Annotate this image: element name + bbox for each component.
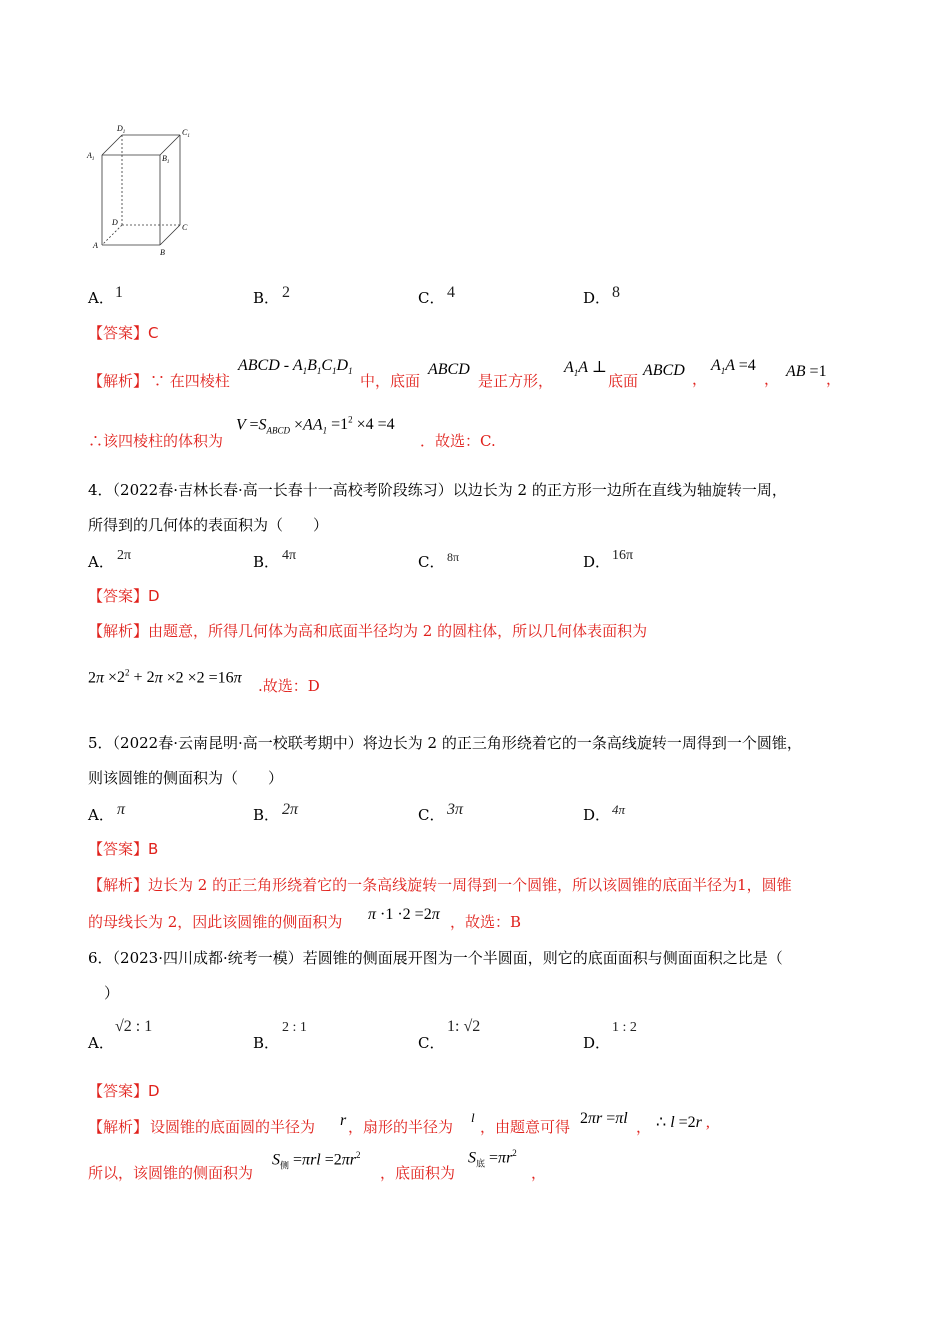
q5-analysis-line1: 【解析】边长为 2 的正三角形绕着它的一条高线旋转一周得到一个圆锥，所以该圆锥的底面半径为1，圆锥 [88,876,792,894]
q3-option-c-value: 4 [447,284,455,301]
q3-math-a1a-perp: $A_1A$ ⊥ [564,359,607,379]
q4-math-surface: $2\pi \times 2^2 + 2\pi \times 2 \times 2 =16\pi$ [88,668,242,687]
q3-math-ab-eq: AB =1 [786,363,827,380]
q4-stem-line1: 4．（2022春·吉林长春·高一长春十一高校考阶段练习）以边长为 2 的正方形一边所在直线为轴旋转一周， [88,481,787,499]
q4-analysis-tail: .故选：D [258,677,320,695]
q6-option-b-letter: B． [253,1034,280,1052]
q3-math-volume: $V =S_{ABCD} \times AA_1 =1^2 \times 4 =4$ [236,415,395,436]
q6-analysis-text-c: ，由题意可得 [480,1118,571,1136]
q5-stem-line1: 5．（2022春·云南昆明·高一校联考期中）将边长为 2 的正三角形绕着它的一条高线旋转一周得到一个圆锥， [88,734,802,752]
label-b: B [160,248,165,257]
q6-option-d-value: 1 : 2 [612,1020,637,1035]
q5-analysis-text-a: 的母线长为 2，因此该圆锥的侧面积为 [88,913,343,931]
q6-math-eq2: ∴ l =2r , [656,1114,710,1131]
q6-math-l: l [471,1110,475,1125]
q4-option-d-letter: D． [583,553,611,571]
q3-analysis-text-e: ∴该四棱柱的体积为 [88,432,224,450]
label-c1: $C_1$ [182,128,190,139]
q5-analysis-text-b: ，故选：B [450,913,522,931]
q6-analysis-text-d: ， [636,1118,652,1136]
q3-option-c-letter: C． [418,289,445,307]
q5-stem-line2: 则该圆锥的侧面积为（ ） [88,769,284,787]
q6-math-eq1: 2πr =πl [580,1110,628,1127]
q6-stem-line1: 6．（2023·四川成都·统考一模）若圆锥的侧面展开图为一个半圆面，则它的底面面积与侧面面积之比是（ [88,949,783,967]
label-d: D [112,218,118,227]
q3-analysis-label: 【解析】 [88,372,149,390]
q3-analysis-text-c: 是正方形， [478,372,554,390]
q6-option-a-value: √2 : 1 [115,1018,153,1035]
q3-math-prism: ABCD - $A_1B_1C_1D_1$ [238,357,353,377]
q4-option-d-value: 16π [612,548,634,563]
q3-math-abcd-2: ABCD [643,362,685,379]
q3-analysis-text-a: ∵ 在四棱柱 [150,372,230,390]
q6-analysis-text-g: ， [531,1164,547,1182]
q3-analysis-text-f: ．故选：C. [420,432,496,450]
q6-math-side-area: $S_侧 =\pi rl =2\pi r^2$ [272,1150,361,1171]
q6-option-b-value: 2 : 1 [282,1020,307,1035]
q6-option-a-letter: A． [88,1034,114,1052]
q4-option-b-letter: B． [253,553,280,571]
q6-option-d-letter: D． [583,1034,611,1052]
q5-option-b-letter: B． [253,806,280,824]
q6-answer: 【答案】D [88,1082,160,1100]
q4-option-b-value: 4π [282,548,297,563]
q6-analysis-text-f: ，底面积为 [380,1164,456,1182]
q3-comma-3: ， [826,370,842,388]
q5-option-a-letter: A． [88,806,114,824]
q4-option-c-letter: C． [418,553,445,571]
q3-math-a1a-eq: $A_1A =4$ [711,357,756,377]
q6-option-c-value: 1: √2 [447,1018,481,1035]
q6-math-base-area: $S_底 =\pi r^2$ [468,1148,517,1169]
q3-option-d-value: 8 [612,284,620,301]
q6-analysis-text-e: 所以，该圆锥的侧面积为 [88,1164,254,1182]
label-d1: $D_1$ [117,124,126,135]
q3-analysis-text-d: 底面 [608,372,639,390]
q3-comma-2: ， [764,370,780,388]
q6-analysis-text-a: 设圆锥的底面圆的半径为 [150,1118,316,1136]
q3-analysis-text-b: 中，底面 [360,372,421,390]
q3-math-abcd: ABCD [428,361,470,378]
q3-answer: 【答案】C [88,324,159,342]
label-b1: $B_1$ [162,154,170,165]
q3-option-a-value: 1 [115,284,123,301]
q5-option-b-value: 2π [282,801,299,818]
q4-analysis-line1: 【解析】由题意，所得几何体为高和底面半径均为 2 的圆柱体，所以几何体表面积为 [88,622,648,640]
q5-option-d-value: 4π [612,802,626,817]
q6-stem-line2: ） [104,984,120,1002]
q6-math-r: r [340,1112,347,1129]
q3-option-a-letter: A． [88,289,114,307]
label-c: C [182,223,188,232]
q5-math-lateral: π ·1 ·2 =2π [368,906,440,923]
q5-answer: 【答案】B [88,840,159,858]
q3-comma-1: ， [692,370,708,388]
q5-option-c-value: 3π [447,801,464,818]
q4-option-c-value: 8π [447,550,460,564]
label-a: A [93,241,98,250]
q3-option-d-letter: D． [583,289,611,307]
q4-option-a-value: 2π [117,548,132,563]
q6-analysis-text-b: ，扇形的半径为 [348,1118,454,1136]
prism-figure [80,118,200,263]
q3-option-b-letter: B． [253,289,280,307]
q4-option-a-letter: A． [88,553,114,571]
label-a1: $A_1$ [87,151,95,162]
q5-option-a-value: π [117,801,126,818]
q5-analysis-label: 【解析】 [88,876,149,894]
q6-option-c-letter: C． [418,1034,445,1052]
q4-stem-line2: 所得到的几何体的表面积为（ ） [88,516,329,534]
q4-answer: 【答案】D [88,587,160,605]
q4-analysis-label: 【解析】 [88,622,149,640]
q5-option-c-letter: C． [418,806,445,824]
q6-analysis-label: 【解析】 [88,1118,149,1136]
q5-option-d-letter: D． [583,806,611,824]
q3-option-b-value: 2 [282,284,290,301]
